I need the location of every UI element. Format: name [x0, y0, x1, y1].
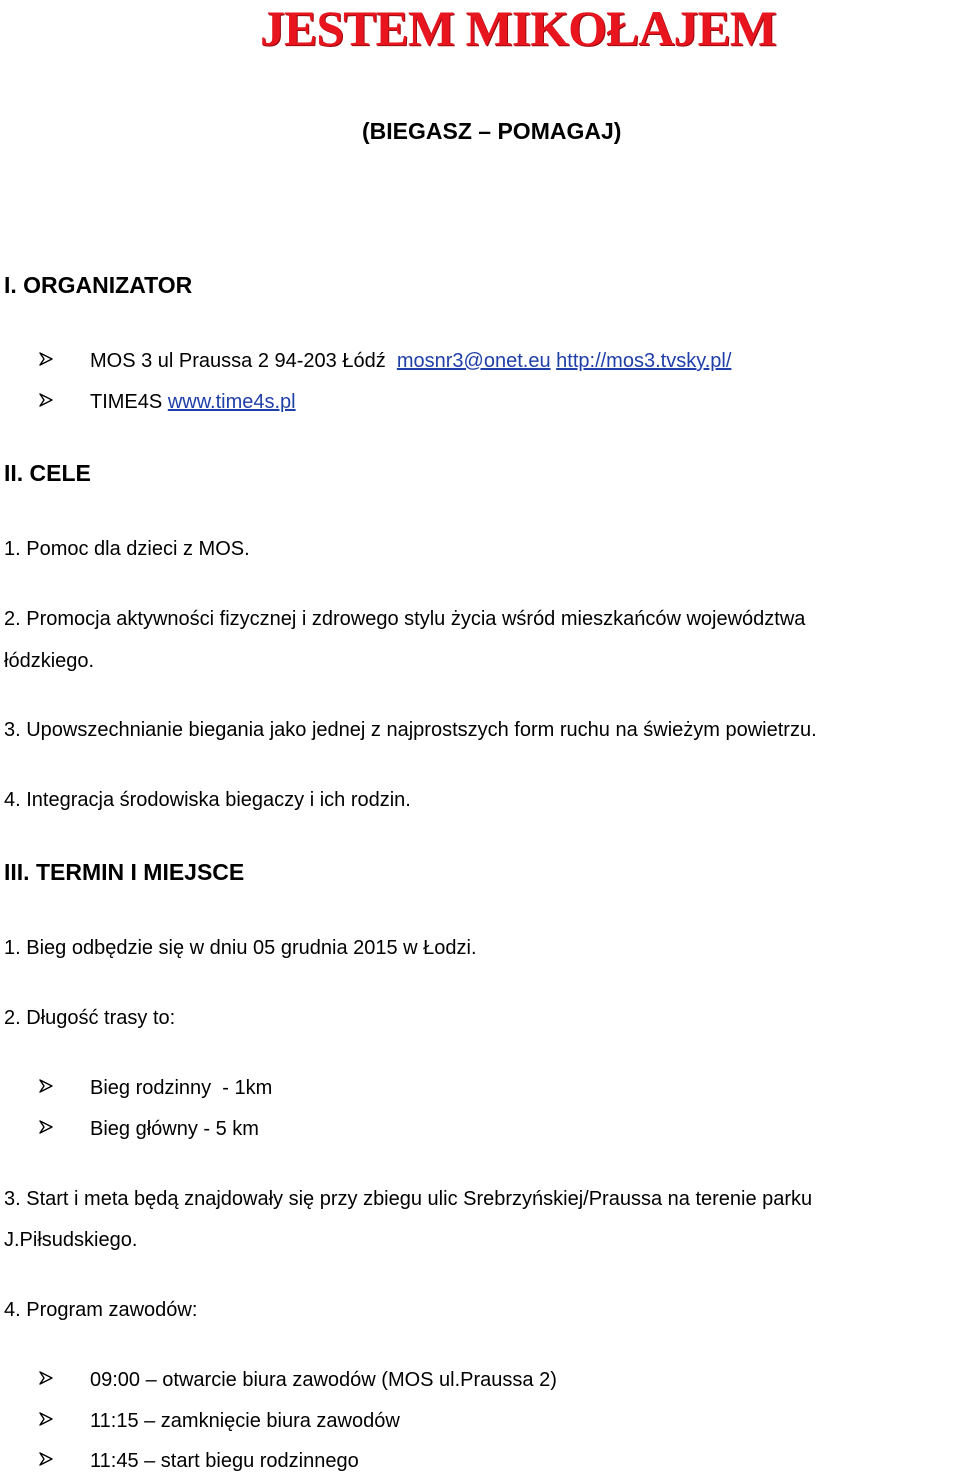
list-item — [36, 1076, 272, 1100]
list-item — [36, 349, 731, 373]
arrow-bullet-icon — [36, 1117, 90, 1141]
email-link[interactable]: mosnr3@onet.eu — [396, 350, 551, 372]
section-heading-termin: III. TERMIN I MIEJSCE — [4, 859, 245, 885]
list-item: 3. Start i meta będą znajdowały się przy zbiegu ulic Srebrzyńskiej/Praussa na terenie parku — [4, 1188, 813, 1210]
section-heading-organizator: I. ORGANIZATOR — [4, 272, 193, 298]
arrow-bullet-icon — [36, 390, 90, 414]
document-subtitle: (BIEGASZ – POMAGAJ) — [362, 118, 622, 144]
list-item — [36, 390, 296, 414]
list-item: 1. Bieg odbędzie się w dniu 05 grudnia 2015 w Łodzi. — [4, 937, 477, 959]
arrow-bullet-icon — [36, 1076, 90, 1100]
organizer-address: MOS 3 ul Praussa 2 94-203 Łódź — [90, 350, 386, 372]
website-link[interactable]: www.time4s.pl — [167, 391, 296, 413]
arrow-bullet-icon — [36, 349, 90, 373]
route-length: Bieg główny - 5 km — [90, 1118, 259, 1140]
list-item — [36, 1368, 557, 1392]
list-item: 4. Integracja środowiska biegaczy i ich rodzin. — [4, 789, 411, 811]
program-entry: 11:45 – start biegu rodzinnego — [90, 1450, 359, 1472]
organizer-name: TIME4S — [90, 391, 163, 413]
list-item — [36, 1409, 400, 1433]
route-length: Bieg rodzinny - 1km — [90, 1077, 273, 1099]
arrow-bullet-icon — [36, 1368, 90, 1392]
arrow-bullet-icon — [36, 1449, 90, 1473]
list-item: 3. Upowszechnianie biegania jako jednej z najprostszych form ruchu na świeżym powietrzu. — [4, 719, 817, 741]
list-item: 1. Pomoc dla dzieci z MOS. — [4, 538, 250, 560]
list-item: 4. Program zawodów: — [4, 1299, 198, 1321]
list-item-continuation: J.Piłsudskiego. — [4, 1229, 138, 1251]
arrow-bullet-icon — [36, 1409, 90, 1433]
program-entry: 09:00 – otwarcie biura zawodów (MOS ul.Praussa 2) — [90, 1369, 557, 1391]
list-item — [36, 1117, 259, 1141]
section-heading-cele: II. CELE — [4, 460, 91, 486]
list-item — [36, 1449, 359, 1473]
program-entry: 11:15 – zamknięcie biura zawodów — [90, 1410, 400, 1432]
document-title: JESTEM MIKOŁAJEM — [260, 0, 776, 56]
website-link[interactable]: http://mos3.tvsky.pl/ — [556, 350, 732, 372]
list-item: 2. Promocja aktywności fizycznej i zdrowego stylu życia wśród mieszkańców województwa — [4, 608, 806, 630]
list-item-continuation: łódzkiego. — [4, 650, 95, 672]
list-item: 2. Długość trasy to: — [4, 1007, 176, 1029]
